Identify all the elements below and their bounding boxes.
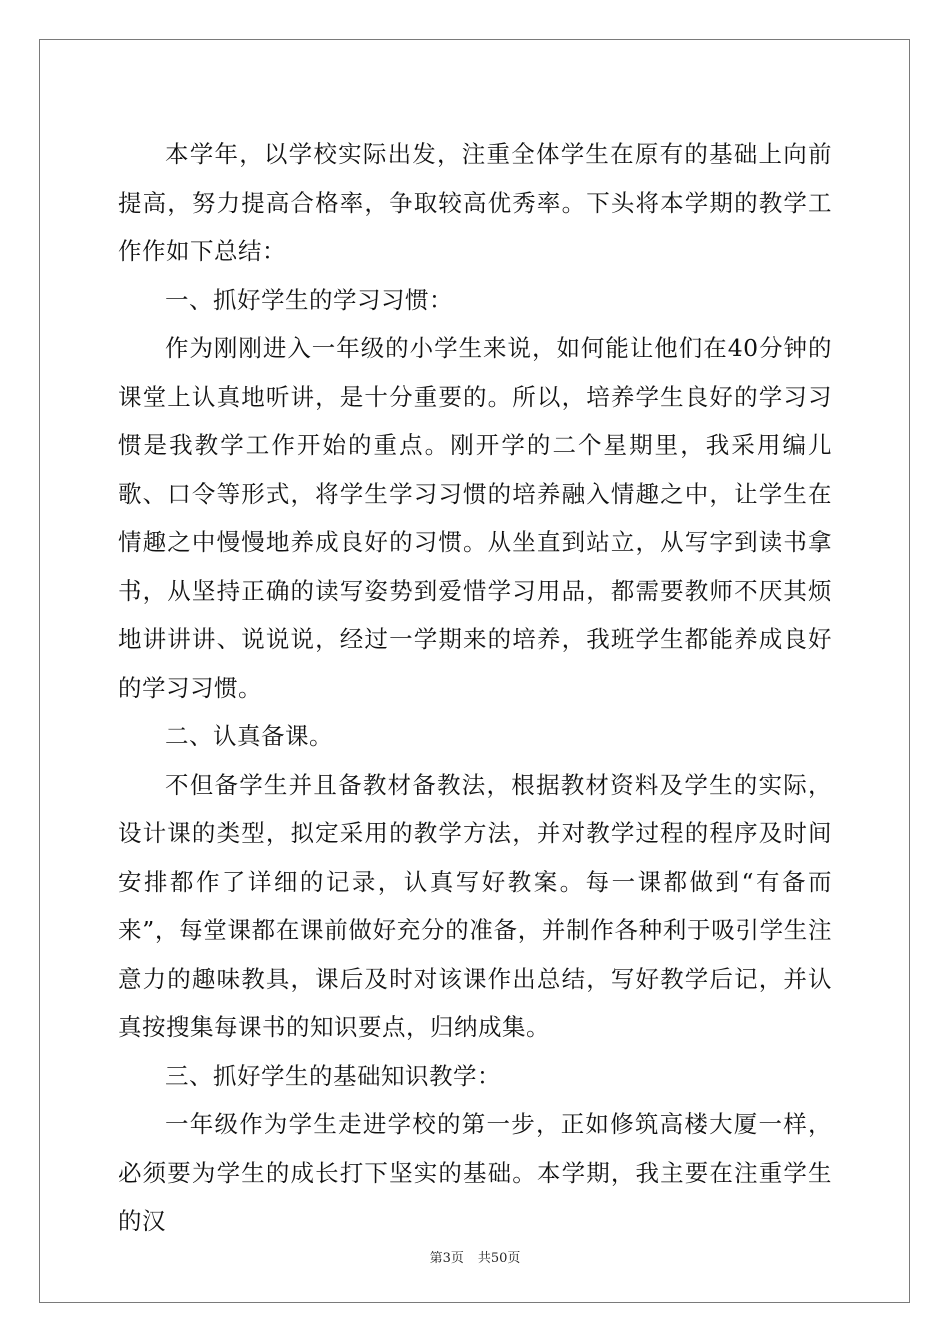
page-footer <box>0 1247 950 1266</box>
document-body <box>118 130 832 1246</box>
section-heading-3: 三、抓好学生的基础知识教学： <box>165 1061 501 1090</box>
section-heading-2: 二、认真备课。 <box>165 722 333 750</box>
section-3-paragraph: 一年级作为学生走进学校的第一步，正如修筑高楼大厦一样，必须要为学生的成长打下坚实的基础。本学期，我主要在注重学生的汉 <box>118 1110 832 1235</box>
page-number: 第3页 <box>429 1251 464 1266</box>
section-1-paragraph: 作为刚刚进入一年级的小学生来说，如何能让他们在40分钟的课堂上认真地听讲，是十分重要的。所以，培养学生良好的学习习惯是我教学工作开始的重点。刚开学的二个星期里，我采用编儿歌、口令等形式，将学生学习习惯的培养融入情趣之中，让学生在情趣之中慢慢地养成良好的习惯。从坐直到站立，从写字到读书拿书，从坚持正确的读写姿势到爱惜学习用品，都需要教师不厌其烦地讲讲讲、说说说，经过一学期来的培养，我班学生都能养成良好的学习习惯。 <box>118 334 832 702</box>
intro-paragraph: 本学年，以学校实际出发，注重全体学生在原有的基础上向前提高，努力提高合格率，争取较高优秀率。下头将本学期的教学工作作如下总结： <box>118 140 832 265</box>
section-2-paragraph: 不但备学生并且备教材备教法，根据教材资料及学生的实际，设计课的类型，拟定采用的教学方法，并对教学过程的程序及时间安排都作了详细的记录，认真写好教案。每一课都做到“有备而来”，每堂课都在课前做好充分的准备，并制作各种利于吸引学生注意力的趣味教具，课后及时对该课作出总结，写好教学后记，并认真按搜集每课书的知识要点，归纳成集。 <box>118 770 832 1041</box>
section-heading-1: 一、抓好学生的学习习惯： <box>165 285 453 314</box>
total-pages: 共50页 <box>477 1251 521 1266</box>
